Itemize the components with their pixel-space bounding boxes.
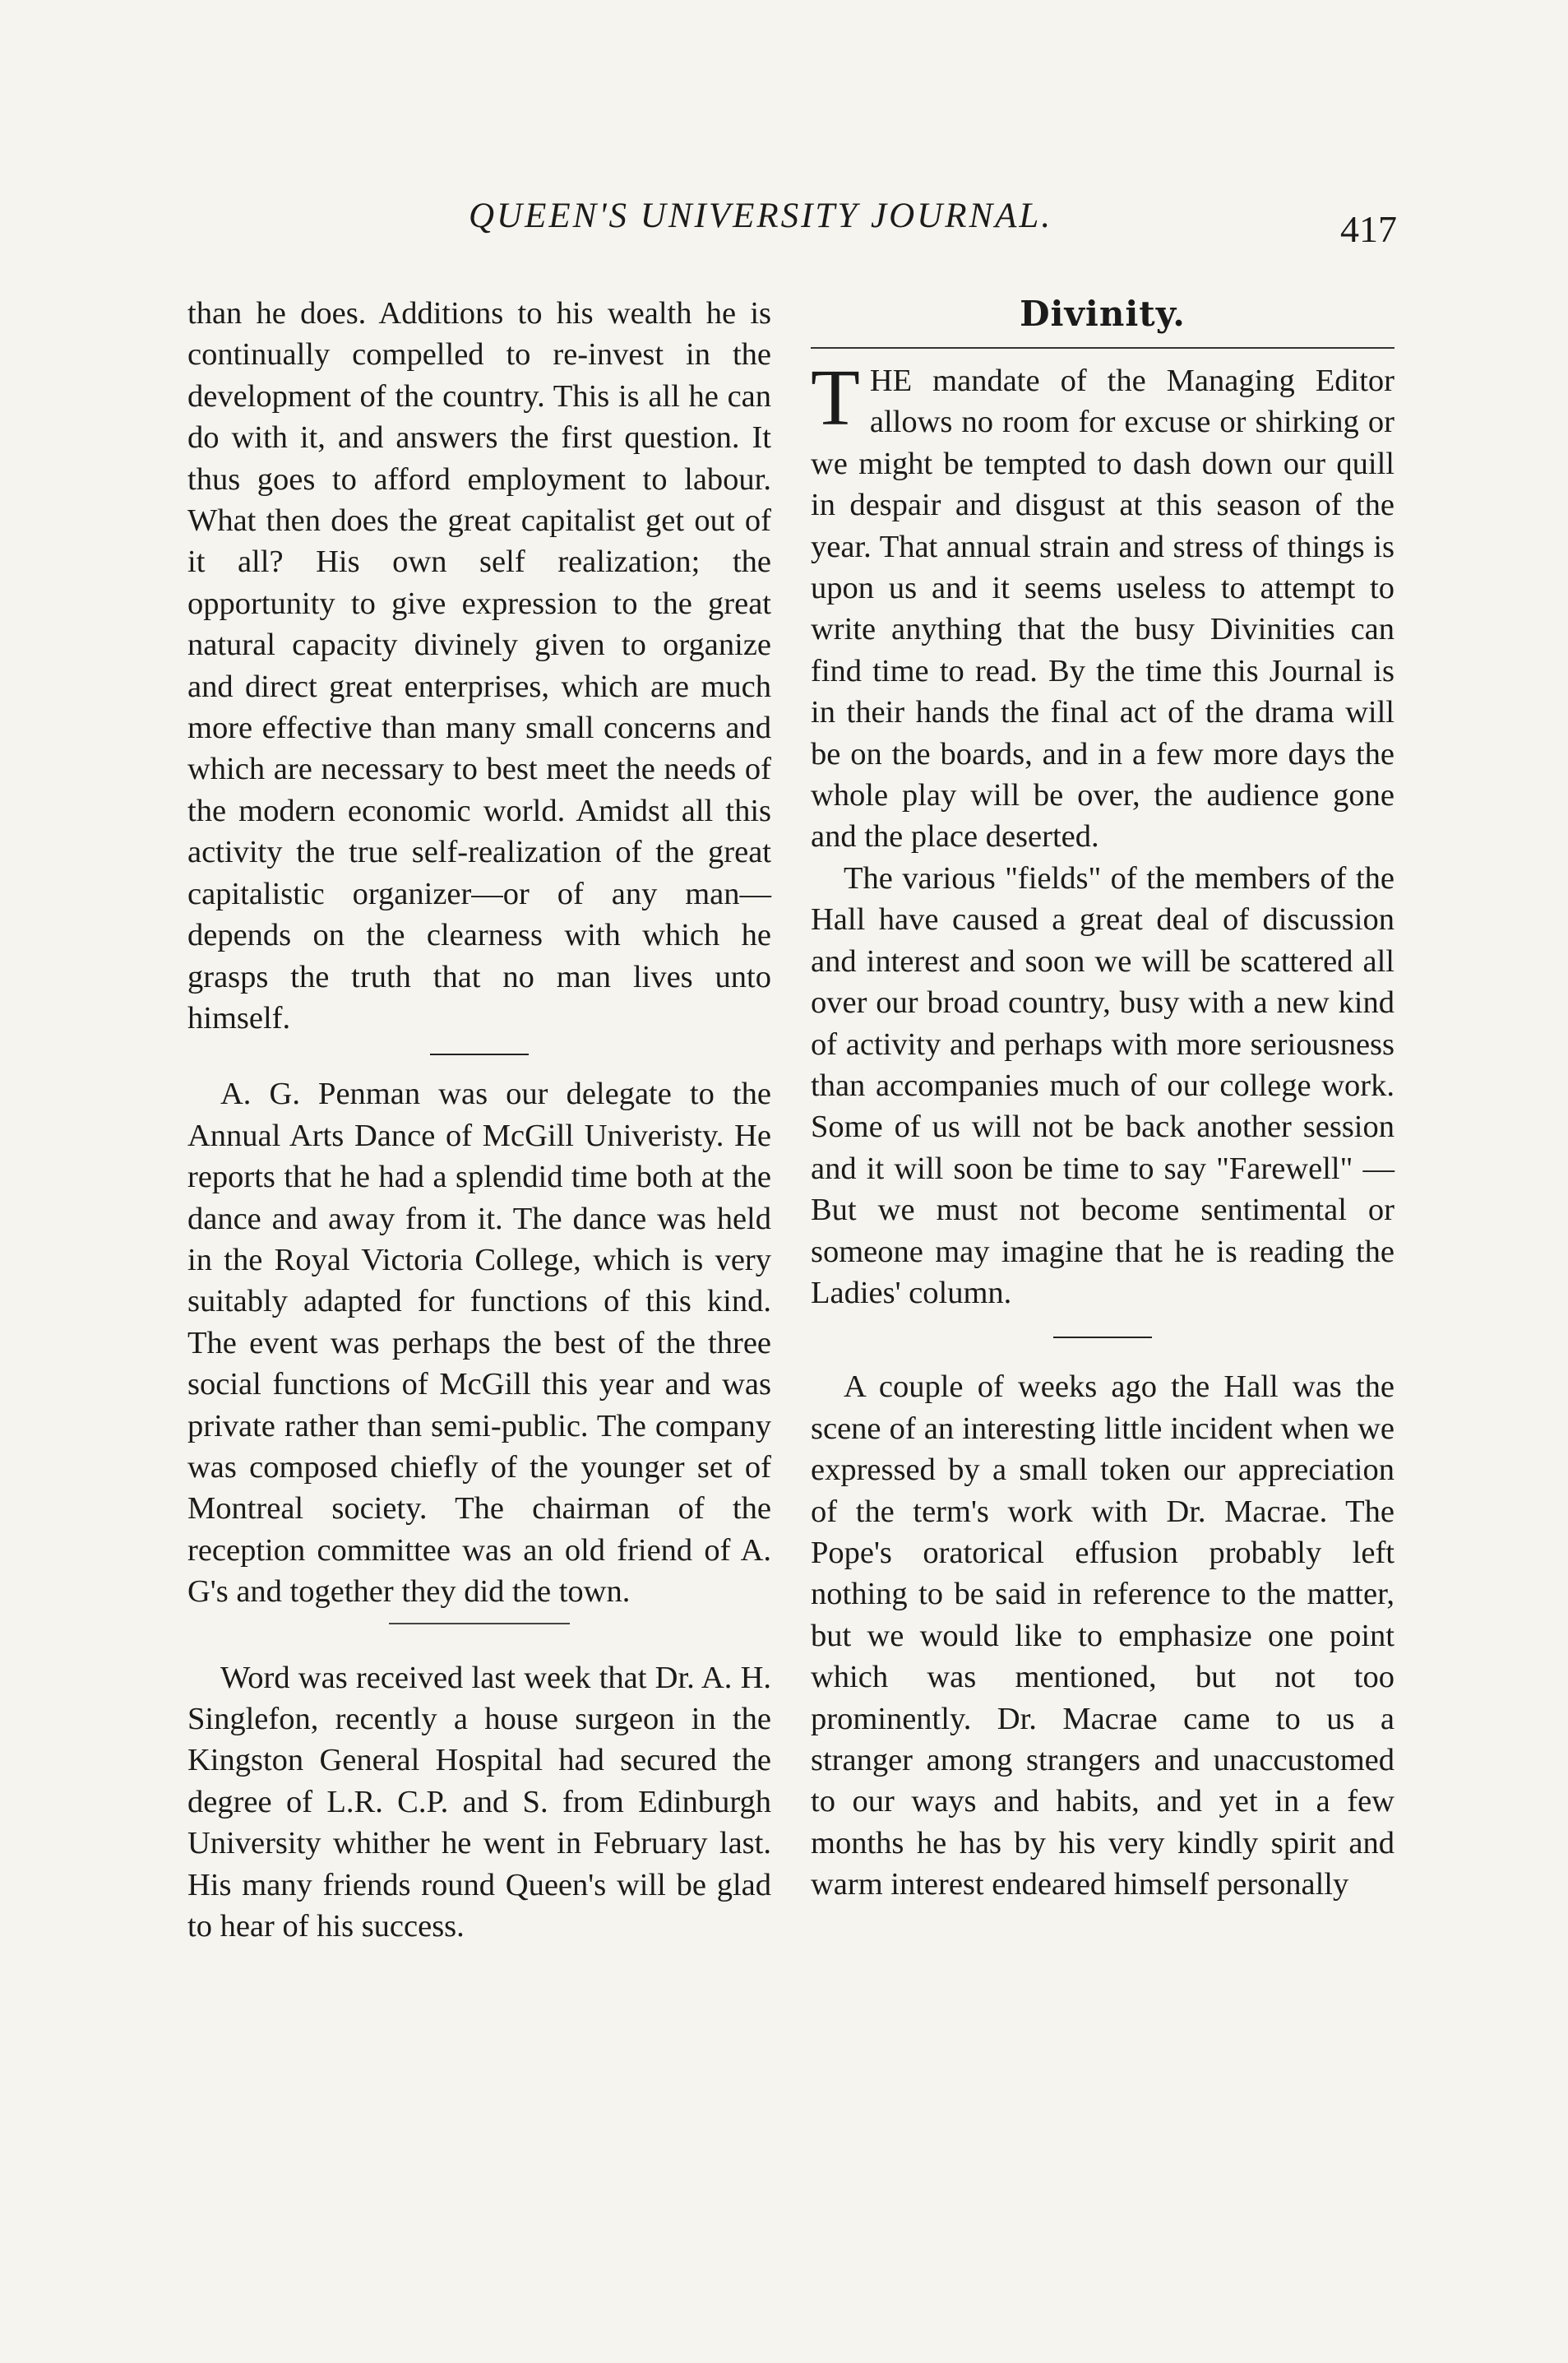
section-separator [1053, 1337, 1152, 1338]
page-header [0, 196, 1568, 250]
section-separator-double [389, 1623, 570, 1624]
page-number: 417 [1340, 208, 1397, 250]
section-title: Divinity. [1020, 294, 1186, 334]
right-paragraph-2: The various "fields" of the members of the Hall have caused a great deal of discussion and interest and soon we will be scattered all over our broad country, busy with a new kind of activity and perhaps with more seriousness than accompanies much of our college work. Some of us will not be back another session and it will soon be time to say "Farewell" —But we must not become sentimental or someone may imagine that he is reading the Ladies' column. [811, 860, 1395, 1310]
right-column [811, 293, 1395, 1906]
left-column [187, 293, 771, 1947]
drop-cap: T [811, 354, 860, 442]
left-paragraph-2: A. G. Penman was our delegate to the Annual Arts Dance of McGill Univeristy. He reports that he had a splendid time both at the dance and away from it. The dance was held in the Royal Victoria College, which is very suitably adapted for functions of this kind. The event was perhaps the best of the three social functions of McGill this year and was private rather than semi-public. The company was composed chiefly of the younger set of Montreal society. The chairman of the reception committee was an old friend of A. G's and together they did the town. [187, 1077, 771, 1610]
right-paragraph-3: A couple of weeks ago the Hall was the scene of an interesting little incident when we expressed by a small token our appreciation of the term's work with Dr. Macrae. The Pope's oratorical effusion probably left nothing to be said in reference to the matter, but we would like to emphasize one point which was mentioned, but not too prominently. Dr. Macrae came to us a stranger among strangers and unaccustomed to our ways and habits, and yet in a few months he has by his very kindly spirit and warm interest endeared himself personally [811, 1369, 1395, 1902]
right-paragraph-1-text: HE mandate of the Managing Editor allows no room for excuse or shirking or we might be tempted to dash down our quill in despair and disgust at this season of the year. That annual strain and stress of things is upon us and it seems useless to attempt to write anything that the busy Divinities can find time to read. By the time this Journal is in their hands the final act of the drama will be on the boards, and in a few more days the whole play will be over, the audience gone and the place deserted. [811, 364, 1395, 855]
left-paragraph-3: Word was received last week that Dr. A. H. Singlefon, recently a house surgeon in the Kingston General Hospital had secured the degree of L.R. C.P. and S. from Edinburgh University whither he went in February last. His many friends round Queen's will be glad to hear of his success. [187, 1660, 771, 1944]
right-paragraph-1 [811, 354, 1395, 858]
title-rule [811, 347, 1395, 349]
left-paragraph-1: than he does. Additions to his wealth he is continually compelled to re-invest in the development of the country. This is all he can do with it, and answers the first question. It thus goes to afford employment to labour. What then does the great capitalist get out of it all? His own self realization; the opportunity to give expression to the great natural capacity divinely given to organize and direct great enterprises, which are much more effective than many small concerns and which are necessary to best meet the needs of the modern economic world. Amidst all this activity the true self-realization of the great capitalistic organizer—or of any man—depends on the clearness with which he grasps the truth that no man lives unto himself. [187, 296, 771, 1036]
running-title: QUEEN'S UNIVERSITY JOURNAL. [469, 197, 1053, 235]
section-separator [430, 1054, 529, 1055]
